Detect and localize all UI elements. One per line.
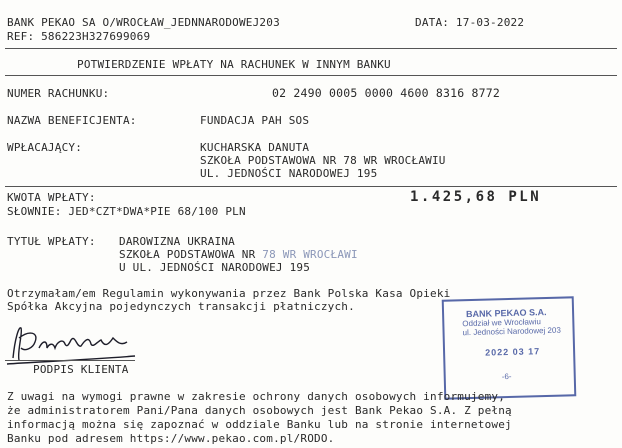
- reference-number: REF: 586223H327699069: [7, 30, 151, 43]
- purpose-label: TYTUŁ WPŁATY:: [7, 235, 96, 248]
- divider-amount: [5, 186, 617, 187]
- account-label: NUMER RACHUNKU:: [7, 87, 110, 100]
- divider-top: [5, 48, 617, 49]
- beneficiary-label: NAZWA BENEFICJENTA:: [7, 114, 137, 127]
- amount-value: 1.425,68 PLN: [410, 189, 542, 205]
- amount-in-words: SŁOWNIE: JED*CZT*DWA*PIE 68/100 PLN: [7, 205, 246, 218]
- payer-label: WPŁACAJĄCY:: [7, 141, 83, 154]
- stamp-address: ul. Jedności Narodowej 203: [462, 325, 561, 338]
- signature-line: [5, 360, 135, 361]
- amount-label: KWOTA WPŁATY:: [7, 191, 96, 204]
- consent-line: Otrzymałam/em Regulamin wykonywania przez Bank Polska Kasa Opieki: [7, 287, 451, 300]
- purpose-line: U UL. JEDNOŚCI NARODOWEJ 195: [119, 261, 311, 274]
- footer-line: informacją można się zapoznać w oddziale Banku lub na stronie internetowej: [7, 418, 512, 431]
- consent-line: Spółka Akcyjna pojedynczych transakcji płatniczych.: [7, 300, 355, 313]
- stamp-date: 2022 03 17: [484, 346, 541, 358]
- payer-line: SZKOŁA PODSTAWOWA NR 78 WR WROCŁAWIU: [200, 154, 446, 167]
- bank-stamp: [442, 296, 577, 399]
- stamp-bank-name: BANK PEKAO S.A.: [465, 307, 547, 320]
- footer-line: Z uwagi na wymogi prawne w zakresie ochrony danych osobowych informujemy,: [7, 390, 506, 403]
- bank-branch-line: BANK PEKAO SA O/WROCŁAW_JEDNNARODOWEJ203: [7, 16, 280, 29]
- purpose-line-part: SZKOŁA PODSTAWOWA NR: [119, 248, 263, 261]
- payer-line: UL. JEDNOŚCI NARODOWEJ 195: [200, 167, 378, 180]
- footer-line: Banku pod adresem https://www.pekao.com.pl/RODO.: [7, 432, 335, 445]
- purpose-line-faded: 78 WR WROCŁAWI: [262, 248, 358, 261]
- purpose-line: DAROWIZNA UKRAINA: [119, 235, 235, 248]
- footer-line: że administratorem Pani/Pana danych osobowych jest Bank Pekao S.A. Z pełną: [7, 404, 512, 417]
- account-number: 02 2490 0005 0000 4600 8316 8772: [272, 86, 500, 100]
- payer-line: KUCHARSKA DANUTA: [200, 141, 310, 154]
- document-date: DATA: 17-03-2022: [415, 16, 525, 29]
- stamp-branch: Oddział we Wrocławiu: [462, 317, 541, 329]
- divider-title: [5, 75, 617, 76]
- stamp-number: -6-: [501, 371, 512, 382]
- purpose-line: [119, 248, 358, 261]
- document-title: POTWIERDZENIE WPŁATY NA RACHUNEK W INNYM BANKU: [77, 58, 391, 71]
- signature-label: PODPIS KLIENTA: [33, 363, 129, 376]
- beneficiary-name: FUNDACJA PAH SOS: [200, 114, 310, 127]
